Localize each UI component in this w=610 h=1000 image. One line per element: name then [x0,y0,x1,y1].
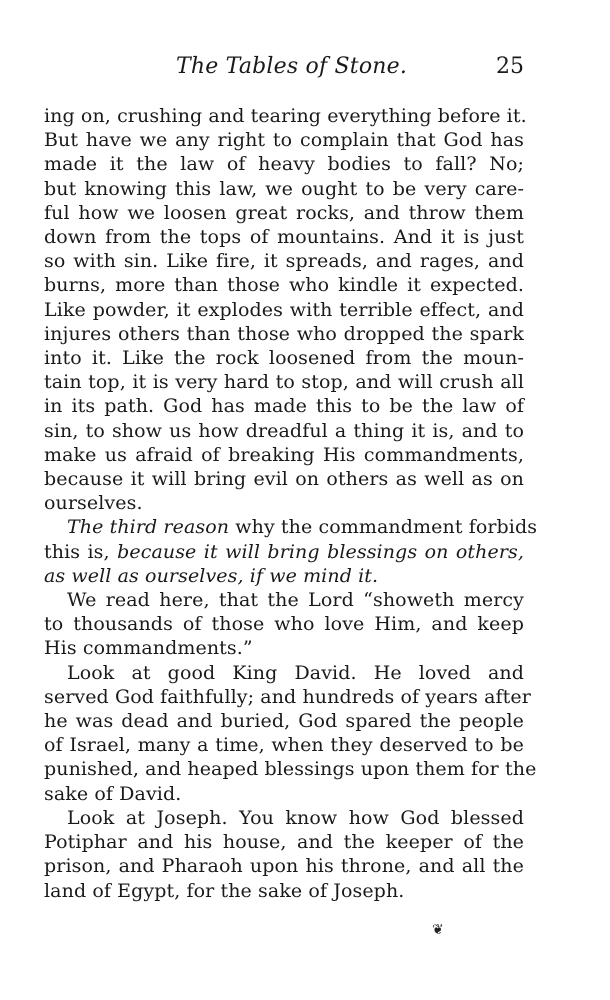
text-run: to thousands of those who love Him, and keep [44,613,524,636]
text-line [44,806,524,830]
text-line [44,757,537,781]
text-line [44,322,524,346]
text-line [44,346,524,370]
page-number: 25 [496,54,524,79]
running-title: The Tables of Stone. [176,54,408,79]
text-run: punished, and heaped blessings upon them for the [44,758,537,781]
text-run: make us afraid of breaking His commandments, [44,443,524,466]
text-line [44,830,524,854]
text-line [44,225,524,249]
paragraph [44,515,538,588]
text-run: Look at good King David. He loved and [67,661,524,684]
text-run: of Israel, many a time, when they deserved to be [44,734,524,757]
text-run: His commandments.” [44,637,253,660]
text-line [44,564,524,588]
text-run: land of Egypt, for the sake of Joseph. [44,879,405,902]
paragraph [44,104,527,515]
text-run: injures others than those who dropped the spark [44,322,524,345]
printer-mark-icon: ❦ [432,922,444,938]
text-run: Look at Joseph. You know how God blessed [67,806,524,829]
text-run: tain top, it is very hard to stop, and will crush all [44,371,524,394]
text-line [44,515,538,539]
text-line [44,249,524,273]
text-run: in its path. God has made this to be the law of [44,395,524,418]
text-line [44,854,524,878]
text-line [44,661,524,685]
text-run: this is, [44,540,118,563]
text-line [44,733,524,757]
text-run: he was dead and buried, God spared the people [44,710,524,733]
text-line [44,709,524,733]
text-line [44,467,524,491]
text-line [44,612,524,636]
text-line [44,201,524,225]
text-run: burns, more than those who kindle it expected. [44,274,524,297]
text-run: Like powder, it explodes with terrible effect, and [44,298,524,321]
text-run: into it. Like the rock loosened from the moun- [44,347,524,370]
text-line [44,298,524,322]
page-body [44,104,538,903]
text-line [44,685,531,709]
text-line [44,152,524,176]
text-run: Potiphar and his house, and the keeper of the [44,831,524,854]
paragraph [44,661,537,806]
text-run: ourselves. [44,492,143,515]
text-run: why the commandment forbids [229,516,538,539]
text-line [44,104,527,128]
text-run: But have we any right to complain that God has [44,129,524,152]
text-run: sin, to show us how dreadful a thing it is, and to [44,419,524,442]
text-line [44,782,524,806]
italic-text: The third reason [67,516,230,539]
text-run: ing on, crushing and tearing everything before it. [44,105,527,127]
paragraph [44,588,524,661]
text-line [44,540,524,564]
text-line [44,273,524,297]
text-line [44,128,524,152]
italic-text: because it will bring blessings on others, [117,540,524,563]
text-line [44,636,524,660]
text-run: so with sin. Like fire, it spreads, and rages, and [44,250,524,273]
page-header [44,54,524,88]
text-run: We read here, that the Lord “showeth mercy [67,589,524,612]
text-run: because it will bring evil on others as well as on [44,468,524,491]
paragraph [44,806,524,903]
text-run: prison, and Pharaoh upon his throne, and all the [44,855,524,878]
text-line [44,419,524,443]
italic-text: as well as ourselves, if we mind it. [44,564,379,587]
text-run: down from the tops of mountains. And it is just [44,226,524,249]
text-run: ful how we loosen great rocks, and throw them [44,201,524,224]
text-line [44,394,524,418]
text-line [44,491,524,515]
text-line [44,588,524,612]
text-run: sake of David. [44,782,182,805]
text-run: made it the law of heavy bodies to fall? No; [44,153,524,176]
text-run: served God faithfully; and hundreds of years after [44,685,531,708]
text-line [44,370,524,394]
text-line [44,443,524,467]
text-line [44,879,524,903]
text-run: but knowing this law, we ought to be very care- [44,177,524,200]
text-line [44,177,524,201]
